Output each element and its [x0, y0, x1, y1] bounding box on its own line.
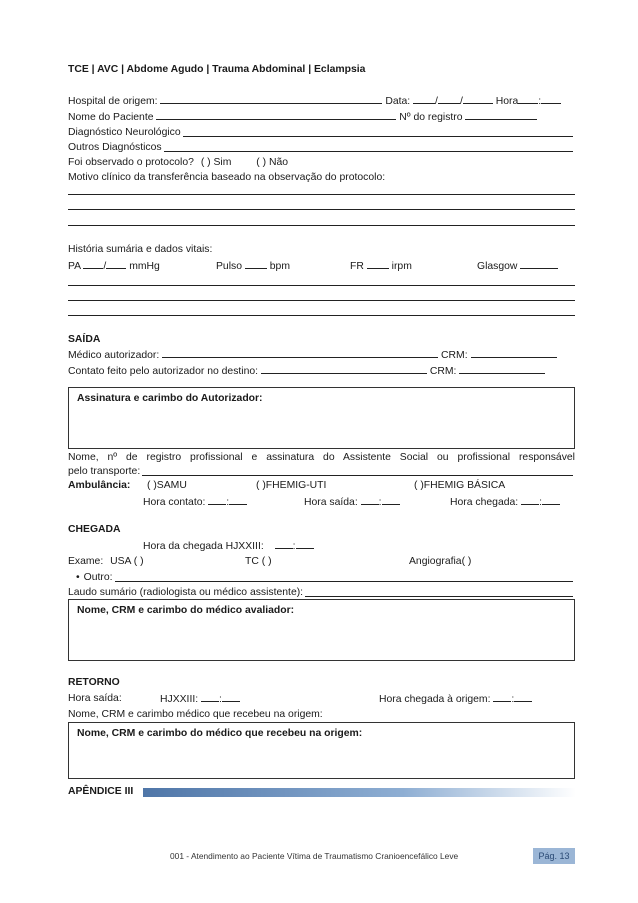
hospital-field[interactable]: [160, 94, 382, 104]
date-year-field[interactable]: [463, 94, 493, 104]
bullet-icon: •: [76, 572, 80, 583]
other-diagnosis-field[interactable]: [164, 142, 573, 152]
vitals-row: PA / mmHg Pulso bpm FR irpm Glasgow: [68, 259, 575, 273]
return-hour-field[interactable]: [201, 692, 219, 702]
other-exam-label: Outro:: [83, 572, 113, 583]
contact-hour-field[interactable]: [208, 495, 226, 505]
origin-arrival-group: Hora chegada à origem: :: [379, 692, 532, 706]
other-diagnosis-label: Outros Diagnósticos: [68, 142, 162, 153]
return-times-row: [68, 692, 575, 705]
report-field[interactable]: [305, 587, 573, 597]
data-label: Data:: [385, 96, 411, 107]
history-label: História sumária e dados vitais:: [68, 244, 213, 255]
contact-time-group: Hora contato: :: [143, 495, 247, 509]
authorizer-signature-box[interactable]: [68, 387, 575, 449]
receiver-label: Nome, CRM e carimbo médico que recebeu na origem:: [68, 709, 323, 720]
return-hj-group: HJXXIII: :: [160, 692, 240, 706]
chegada-title: CHEGADA: [68, 524, 121, 535]
contact-crm-label: CRM:: [429, 366, 457, 377]
contact-label: Contato feito pelo autorizador no destino:: [68, 366, 259, 377]
arrival-hour-field[interactable]: [521, 495, 539, 505]
patient-name-field[interactable]: [156, 110, 396, 120]
date-day-field[interactable]: [413, 94, 435, 104]
registry-field[interactable]: [465, 110, 537, 120]
report-label: Laudo sumário (radiologista ou médico assistente):: [68, 587, 304, 598]
fhemig-basica-checkbox[interactable]: ( )FHEMIG BÁSICA: [414, 480, 506, 491]
receiver-box-label: Nome, CRM e carimbo do médico que recebeu na origem:: [77, 728, 363, 739]
report-row: [68, 586, 575, 599]
contact-time-label: Hora contato:: [143, 497, 206, 508]
protocol-yes-checkbox[interactable]: ( ) Sim: [200, 157, 232, 168]
hj-arrival-minute-field[interactable]: [296, 539, 314, 549]
transfer-reason-line-3[interactable]: [68, 225, 575, 226]
appendix-label: APÊNDICE III: [68, 786, 134, 797]
tc-checkbox[interactable]: TC ( ): [245, 556, 272, 567]
assistant-label-line-2: pelo transporte:: [68, 466, 141, 477]
ambulance-row: [68, 479, 575, 492]
origin-arrival-minute-field[interactable]: [514, 692, 532, 702]
authorizer-label: Médico autorizador:: [68, 350, 160, 361]
neuro-diagnosis-row: [68, 126, 575, 139]
pulse-field[interactable]: [245, 259, 267, 269]
evaluator-label: Nome, CRM e carimbo do médico avaliador:: [77, 605, 295, 616]
neuro-diagnosis-label: Diagnóstico Neurológico: [68, 127, 181, 138]
other-diagnosis-row: [68, 141, 575, 154]
protocol-question: Foi observado o protocolo?: [68, 157, 194, 168]
glasgow-group: [477, 259, 558, 273]
authorizer-crm-field[interactable]: [471, 348, 557, 358]
transfer-reason-line-2[interactable]: [68, 209, 575, 210]
glasgow-label: Glasgow: [477, 261, 518, 272]
protocol-no-checkbox[interactable]: ( ) Não: [256, 157, 289, 168]
departure-minute-field[interactable]: [382, 495, 400, 505]
patient-name-label: Nome do Paciente: [68, 112, 154, 123]
glasgow-field[interactable]: [520, 259, 558, 269]
arrival-minute-field[interactable]: [542, 495, 560, 505]
date-month-field[interactable]: [438, 94, 460, 104]
origin-arrival-hour-field[interactable]: [493, 692, 511, 702]
protocol-row: [68, 156, 288, 169]
transfer-reason-label: Motivo clínico da transferência baseado na observação do protocolo:: [68, 172, 386, 183]
pulse-unit: bpm: [269, 261, 290, 272]
footer-text: 001 - Atendimento ao Paciente Vítima de Traumatismo Cranioencefálico Leve: [170, 851, 459, 861]
transfer-reason-line-1[interactable]: [68, 194, 575, 195]
hospital-origin-row: Hospital de origem: Data: / / Hora :: [68, 94, 561, 108]
authorizer-field[interactable]: [162, 348, 438, 358]
hj-arrival-label: Hora da chegada HJXXIII:: [143, 541, 264, 552]
return-minute-field[interactable]: [222, 692, 240, 702]
authorizer-crm-label: CRM:: [441, 350, 468, 361]
registry-label: Nº do registro: [399, 112, 463, 123]
fr-field[interactable]: [367, 259, 389, 269]
departure-hour-field[interactable]: [361, 495, 379, 505]
evaluator-box[interactable]: [68, 599, 575, 661]
ambulance-label: Ambulância:: [68, 480, 131, 491]
authorizer-signature-label: Assinatura e carimbo do Autorizador:: [77, 393, 263, 404]
fr-unit: irpm: [391, 261, 412, 272]
pulse-group: [216, 259, 290, 273]
departure-time-label: Hora saída:: [304, 497, 358, 508]
hour-field[interactable]: [518, 94, 538, 104]
pa-unit: mmHg: [129, 261, 160, 272]
return-hj-label: HJXXIII:: [160, 694, 199, 705]
pa-systolic-field[interactable]: [83, 259, 103, 269]
minute-field[interactable]: [541, 94, 561, 104]
hj-arrival-hour-field[interactable]: [275, 539, 293, 549]
pulse-label: Pulso: [216, 261, 242, 272]
fhemig-uti-checkbox[interactable]: ( )FHEMIG-UTI: [256, 480, 327, 491]
assistant-label-line-1: Nome, nº de registro profissional e assinatura do Assistente Social ou profissional responsável: [68, 452, 575, 463]
fr-label: FR: [350, 261, 364, 272]
exam-label: Exame:: [68, 556, 104, 567]
other-exam-row: [68, 571, 575, 584]
fr-group: [350, 259, 412, 273]
page-title: TCE | AVC | Abdome Agudo | Trauma Abdominal | Eclampsia: [68, 64, 366, 75]
receiver-box[interactable]: [68, 722, 575, 779]
contact-row: [68, 364, 545, 378]
saida-title: SAÍDA: [68, 334, 101, 345]
hospital-label: Hospital de origem:: [68, 96, 158, 107]
samu-checkbox[interactable]: ( )SAMU: [147, 480, 187, 491]
angiography-checkbox[interactable]: Angiografia( ): [409, 556, 472, 567]
hj-arrival-row: Hora da chegada HJXXIII: :: [143, 539, 314, 553]
retorno-title: RETORNO: [68, 677, 120, 688]
hora-label: Hora: [495, 96, 519, 107]
assistant-field[interactable]: [142, 466, 573, 476]
appendix-bar: [143, 788, 576, 797]
origin-arrival-label: Hora chegada à origem:: [379, 694, 491, 705]
authorizer-row: [68, 348, 557, 362]
contact-field[interactable]: [261, 364, 427, 374]
vitals-line-1[interactable]: [68, 285, 575, 286]
patient-row: [68, 110, 537, 124]
page-number-badge: Pág. 13: [533, 848, 575, 864]
exam-row: [68, 555, 575, 568]
pa-diastolic-field[interactable]: [106, 259, 126, 269]
other-exam-field[interactable]: [115, 572, 573, 582]
contact-crm-field[interactable]: [459, 364, 545, 374]
vitals-line-3[interactable]: [68, 315, 575, 316]
assistant-row: [68, 465, 575, 478]
pa-label: PA: [68, 261, 81, 272]
vitals-line-2[interactable]: [68, 300, 575, 301]
arrival-time-group: Hora chegada: :: [450, 495, 560, 509]
usa-checkbox[interactable]: USA ( ): [110, 556, 144, 567]
departure-time-group: Hora saída: :: [304, 495, 400, 509]
return-departure-label: Hora saída:: [68, 693, 122, 704]
arrival-time-label: Hora chegada:: [450, 497, 519, 508]
contact-minute-field[interactable]: [229, 495, 247, 505]
neuro-diagnosis-field[interactable]: [183, 127, 573, 137]
